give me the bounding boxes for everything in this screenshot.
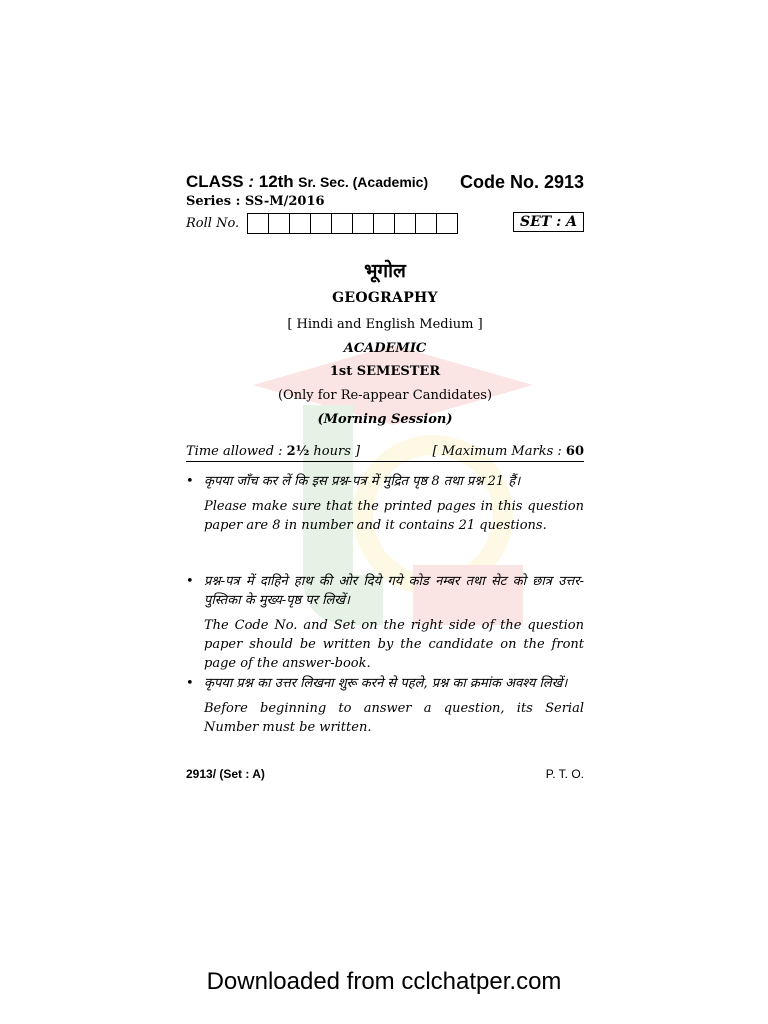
instruction-hindi: प्रश्न-पत्र में दाहिने हाथ की ओर दिये गये कोड नम्बर तथा सेट को छात्र उत्तर-पुस्तिका के मुख्य-पृष्ठ पर लिखें। (204, 574, 584, 608)
bullet-icon: • (186, 474, 194, 489)
academic-label: ACADEMIC (343, 341, 427, 356)
roll-digit-box[interactable] (311, 214, 332, 233)
roll-digit-box[interactable] (290, 214, 311, 233)
pto-label: P. T. O. (545, 767, 584, 781)
time-marks-row (186, 444, 584, 462)
instruction-item (186, 472, 584, 535)
class-header: CLASS : 12th Sr. Sec. (Academic) Code No. 2913 (186, 172, 584, 192)
instruction-item (186, 572, 584, 673)
roll-digit-box[interactable] (437, 214, 457, 233)
roll-digit-box[interactable] (416, 214, 437, 233)
series-label: Series : SS-M/2016 (186, 194, 325, 209)
bullet-icon: • (186, 676, 194, 691)
instruction-hindi: कृपया प्रश्न का उत्तर लिखना शुरू करने से पहले, प्रश्न का क्रमांक अवश्य लिखें। (204, 676, 568, 691)
class-value: 12th (258, 172, 294, 191)
roll-digit-box[interactable] (374, 214, 395, 233)
subject-title: GEOGRAPHY (332, 290, 438, 306)
roll-number-boxes (247, 213, 458, 234)
session-label: (Morning Session) (317, 412, 453, 427)
roll-digit-box[interactable] (269, 214, 290, 233)
page-footer (186, 767, 584, 781)
bullet-icon: • (186, 574, 194, 589)
footer-code: 2913/ (Set : A) (186, 767, 265, 781)
instruction-english: Please make sure that the printed pages in this question paper are 8 in number and it contains 21 questions. (204, 499, 584, 533)
instruction-english: Before beginning to answer a question, its Serial Number must be written. (204, 701, 584, 735)
code-number: Code No. 2913 (459, 172, 584, 192)
set-badge: SET : A (513, 212, 584, 232)
exam-page (186, 0, 584, 1024)
roll-digit-box[interactable] (248, 214, 269, 233)
time-unit: hours ] (313, 444, 361, 459)
class-detail: Sr. Sec. (Academic) (298, 174, 429, 190)
roll-digit-box[interactable] (395, 214, 416, 233)
medium-note: [ Hindi and English Medium ] (287, 317, 483, 332)
roll-number-field (186, 213, 458, 234)
class-label: CLASS (186, 172, 244, 191)
reappear-note: (Only for Re-appear Candidates) (277, 388, 493, 403)
instruction-item (186, 674, 584, 737)
instruction-english: The Code No. and Set on the right side of the question paper should be written by the candidate on the front page of the answer-book. (204, 618, 584, 671)
hindi-title: भूगोल (364, 260, 406, 282)
max-marks: [ Maximum Marks : 60 (432, 444, 584, 459)
semester-label: 1st SEMESTER (329, 364, 441, 379)
time-label: Time allowed : (186, 444, 283, 459)
time-value: 2½ (286, 444, 310, 459)
download-source-link[interactable]: Downloaded from cclchatper.com (206, 968, 562, 995)
marks-value: 60 (565, 444, 584, 459)
roll-digit-box[interactable] (353, 214, 374, 233)
roll-label: Roll No. (186, 216, 240, 231)
roll-digit-box[interactable] (332, 214, 353, 233)
instruction-hindi: कृपया जाँच कर लें कि इस प्रश्न-पत्र में मुद्रित पृष्ठ 8 तथा प्रश्न 21 हैं। (204, 474, 521, 489)
